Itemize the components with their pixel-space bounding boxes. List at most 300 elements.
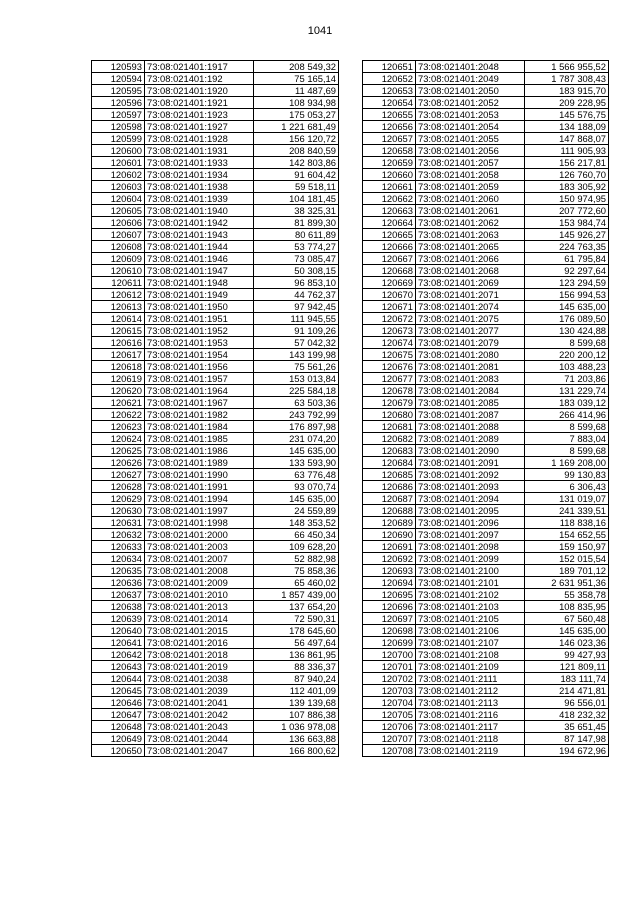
value-cell: 57 042,32 <box>254 337 339 349</box>
row-number-cell: 120669 <box>363 277 416 289</box>
cadastral-number-cell: 73:08:021401:1982 <box>145 409 254 421</box>
table-row <box>92 73 339 85</box>
cadastral-number-cell: 73:08:021401:2054 <box>416 121 525 133</box>
value-cell: 65 460,02 <box>254 577 339 589</box>
row-number-cell: 120647 <box>92 709 145 721</box>
table-row <box>92 373 339 385</box>
table-row <box>363 157 609 169</box>
right-table <box>362 60 609 757</box>
table-row <box>92 313 339 325</box>
value-cell: 103 488,23 <box>525 361 609 373</box>
row-number-cell: 120706 <box>363 721 416 733</box>
value-cell: 2 631 951,36 <box>525 577 609 589</box>
table-row <box>92 469 339 481</box>
row-number-cell: 120599 <box>92 133 145 145</box>
row-number-cell: 120630 <box>92 505 145 517</box>
row-number-cell: 120661 <box>363 181 416 193</box>
table-row <box>363 337 609 349</box>
row-number-cell: 120665 <box>363 229 416 241</box>
row-number-cell: 120655 <box>363 109 416 121</box>
cadastral-number-cell: 73:08:021401:1940 <box>145 205 254 217</box>
value-cell: 104 181,45 <box>254 193 339 205</box>
cadastral-number-cell: 73:08:021401:2038 <box>145 673 254 685</box>
value-cell: 176 089,50 <box>525 313 609 325</box>
row-number-cell: 120600 <box>92 145 145 157</box>
value-cell: 91 109,26 <box>254 325 339 337</box>
cadastral-number-cell: 73:08:021401:2050 <box>416 85 525 97</box>
row-number-cell: 120598 <box>92 121 145 133</box>
cadastral-number-cell: 73:08:021401:2069 <box>416 277 525 289</box>
table-row <box>363 97 609 109</box>
value-cell: 145 635,00 <box>254 493 339 505</box>
table-row <box>92 661 339 673</box>
cadastral-number-cell: 73:08:021401:1954 <box>145 349 254 361</box>
value-cell: 99 427,93 <box>525 649 609 661</box>
table-row <box>363 397 609 409</box>
row-number-cell: 120624 <box>92 433 145 445</box>
row-number-cell: 120662 <box>363 193 416 205</box>
table-row <box>363 277 609 289</box>
table-row <box>92 157 339 169</box>
table-row <box>92 145 339 157</box>
table-row <box>92 613 339 625</box>
cadastral-number-cell: 73:08:021401:2061 <box>416 205 525 217</box>
value-cell: 131 229,74 <box>525 385 609 397</box>
value-cell: 96 556,01 <box>525 697 609 709</box>
cadastral-number-cell: 73:08:021401:1938 <box>145 181 254 193</box>
cadastral-number-cell: 73:08:021401:2047 <box>145 745 254 757</box>
row-number-cell: 120694 <box>363 577 416 589</box>
cadastral-number-cell: 73:08:021401:1928 <box>145 133 254 145</box>
table-row <box>363 217 609 229</box>
table-row <box>92 733 339 745</box>
cadastral-number-cell: 73:08:021401:2016 <box>145 637 254 649</box>
right-table-body <box>363 61 609 757</box>
cadastral-number-cell: 73:08:021401:2103 <box>416 601 525 613</box>
value-cell: 220 200,12 <box>525 349 609 361</box>
table-row <box>92 493 339 505</box>
cadastral-number-cell: 73:08:021401:2053 <box>416 109 525 121</box>
cadastral-number-cell: 73:08:021401:2099 <box>416 553 525 565</box>
table-row <box>363 733 609 745</box>
value-cell: 38 325,31 <box>254 205 339 217</box>
table-row <box>92 301 339 313</box>
value-cell: 35 651,45 <box>525 721 609 733</box>
cadastral-number-cell: 73:08:021401:1957 <box>145 373 254 385</box>
table-row <box>92 133 339 145</box>
cadastral-number-cell: 73:08:021401:1990 <box>145 469 254 481</box>
row-number-cell: 120640 <box>92 625 145 637</box>
cadastral-number-cell: 73:08:021401:2007 <box>145 553 254 565</box>
value-cell: 131 019,07 <box>525 493 609 505</box>
cadastral-number-cell: 73:08:021401:2058 <box>416 169 525 181</box>
value-cell: 176 897,98 <box>254 421 339 433</box>
value-cell: 1 787 308,43 <box>525 73 609 85</box>
cadastral-number-cell: 73:08:021401:2083 <box>416 373 525 385</box>
table-row <box>363 505 609 517</box>
value-cell: 153 984,74 <box>525 217 609 229</box>
cadastral-number-cell: 73:08:021401:2084 <box>416 385 525 397</box>
cadastral-number-cell: 73:08:021401:1989 <box>145 457 254 469</box>
table-row <box>92 217 339 229</box>
table-row <box>92 577 339 589</box>
table-row <box>363 409 609 421</box>
value-cell: 71 203,86 <box>525 373 609 385</box>
row-number-cell: 120672 <box>363 313 416 325</box>
table-row <box>92 337 339 349</box>
table-row <box>92 421 339 433</box>
table-row <box>92 361 339 373</box>
value-cell: 243 792,99 <box>254 409 339 421</box>
table-row <box>92 433 339 445</box>
row-number-cell: 120660 <box>363 169 416 181</box>
table-row <box>92 265 339 277</box>
value-cell: 50 308,15 <box>254 265 339 277</box>
cadastral-number-cell: 73:08:021401:1984 <box>145 421 254 433</box>
table-row <box>92 181 339 193</box>
table-row <box>92 517 339 529</box>
cadastral-number-cell: 73:08:021401:1934 <box>145 169 254 181</box>
row-number-cell: 120604 <box>92 193 145 205</box>
cadastral-number-cell: 73:08:021401:2111 <box>416 673 525 685</box>
table-row <box>363 673 609 685</box>
row-number-cell: 120651 <box>363 61 416 73</box>
value-cell: 147 868,07 <box>525 133 609 145</box>
table-row <box>92 685 339 697</box>
cadastral-number-cell: 73:08:021401:1953 <box>145 337 254 349</box>
cadastral-number-cell: 73:08:021401:2088 <box>416 421 525 433</box>
cadastral-number-cell: 73:08:021401:2003 <box>145 541 254 553</box>
row-number-cell: 120637 <box>92 589 145 601</box>
cadastral-number-cell: 73:08:021401:2116 <box>416 709 525 721</box>
value-cell: 183 915,70 <box>525 85 609 97</box>
row-number-cell: 120616 <box>92 337 145 349</box>
value-cell: 153 013,84 <box>254 373 339 385</box>
table-row <box>363 181 609 193</box>
cadastral-number-cell: 73:08:021401:2044 <box>145 733 254 745</box>
row-number-cell: 120687 <box>363 493 416 505</box>
cadastral-number-cell: 73:08:021401:1951 <box>145 313 254 325</box>
cadastral-number-cell: 73:08:021401:1998 <box>145 517 254 529</box>
row-number-cell: 120636 <box>92 577 145 589</box>
value-cell: 154 652,55 <box>525 529 609 541</box>
cadastral-number-cell: 73:08:021401:2052 <box>416 97 525 109</box>
row-number-cell: 120617 <box>92 349 145 361</box>
value-cell: 111 945,55 <box>254 313 339 325</box>
table-row <box>363 577 609 589</box>
cadastral-number-cell: 73:08:021401:1942 <box>145 217 254 229</box>
row-number-cell: 120656 <box>363 121 416 133</box>
cadastral-number-cell: 73:08:021401:2112 <box>416 685 525 697</box>
row-number-cell: 120614 <box>92 313 145 325</box>
row-number-cell: 120698 <box>363 625 416 637</box>
cadastral-number-cell: 73:08:021401:2101 <box>416 577 525 589</box>
value-cell: 91 604,42 <box>254 169 339 181</box>
row-number-cell: 120704 <box>363 697 416 709</box>
cadastral-number-cell: 73:08:021401:2105 <box>416 613 525 625</box>
cadastral-number-cell: 73:08:021401:1956 <box>145 361 254 373</box>
cadastral-number-cell: 73:08:021401:2065 <box>416 241 525 253</box>
cadastral-number-cell: 73:08:021401:2113 <box>416 697 525 709</box>
table-row <box>92 481 339 493</box>
value-cell: 133 593,90 <box>254 457 339 469</box>
row-number-cell: 120632 <box>92 529 145 541</box>
row-number-cell: 120610 <box>92 265 145 277</box>
value-cell: 208 549,32 <box>254 61 339 73</box>
row-number-cell: 120615 <box>92 325 145 337</box>
row-number-cell: 120593 <box>92 61 145 73</box>
value-cell: 148 353,52 <box>254 517 339 529</box>
table-row <box>363 529 609 541</box>
value-cell: 44 762,37 <box>254 289 339 301</box>
cadastral-number-cell: 73:08:021401:1927 <box>145 121 254 133</box>
table-row <box>92 325 339 337</box>
value-cell: 146 023,36 <box>525 637 609 649</box>
value-cell: 183 305,92 <box>525 181 609 193</box>
table-row <box>363 661 609 673</box>
row-number-cell: 120646 <box>92 697 145 709</box>
row-number-cell: 120639 <box>92 613 145 625</box>
value-cell: 75 858,36 <box>254 565 339 577</box>
row-number-cell: 120671 <box>363 301 416 313</box>
cadastral-number-cell: 73:08:021401:2091 <box>416 457 525 469</box>
row-number-cell: 120605 <box>92 205 145 217</box>
value-cell: 87 940,24 <box>254 673 339 685</box>
table-row <box>363 85 609 97</box>
table-row <box>363 493 609 505</box>
left-table-body <box>92 61 339 757</box>
table-row <box>92 589 339 601</box>
row-number-cell: 120690 <box>363 529 416 541</box>
row-number-cell: 120695 <box>363 589 416 601</box>
cadastral-number-cell: 73:08:021401:1944 <box>145 241 254 253</box>
table-row <box>363 313 609 325</box>
cadastral-number-cell: 73:08:021401:1994 <box>145 493 254 505</box>
row-number-cell: 120700 <box>363 649 416 661</box>
table-row <box>363 205 609 217</box>
cadastral-number-cell: 73:08:021401:2096 <box>416 517 525 529</box>
row-number-cell: 120625 <box>92 445 145 457</box>
table-row <box>92 97 339 109</box>
value-cell: 418 232,32 <box>525 709 609 721</box>
cadastral-number-cell: 73:08:021401:2100 <box>416 565 525 577</box>
left-table <box>91 60 339 757</box>
table-row <box>363 745 609 757</box>
row-number-cell: 120681 <box>363 421 416 433</box>
row-number-cell: 120707 <box>363 733 416 745</box>
cadastral-number-cell: 73:08:021401:2089 <box>416 433 525 445</box>
table-row <box>92 85 339 97</box>
value-cell: 72 590,31 <box>254 613 339 625</box>
row-number-cell: 120602 <box>92 169 145 181</box>
table-row <box>92 541 339 553</box>
value-cell: 123 294,59 <box>525 277 609 289</box>
value-cell: 209 228,95 <box>525 97 609 109</box>
table-row <box>363 169 609 181</box>
cadastral-number-cell: 73:08:021401:2063 <box>416 229 525 241</box>
row-number-cell: 120652 <box>363 73 416 85</box>
row-number-cell: 120607 <box>92 229 145 241</box>
value-cell: 130 424,88 <box>525 325 609 337</box>
table-row <box>363 637 609 649</box>
cadastral-number-cell: 73:08:021401:2049 <box>416 73 525 85</box>
row-number-cell: 120692 <box>363 553 416 565</box>
cadastral-number-cell: 73:08:021401:2013 <box>145 601 254 613</box>
row-number-cell: 120674 <box>363 337 416 349</box>
cadastral-number-cell: 73:08:021401:2074 <box>416 301 525 313</box>
table-row <box>363 373 609 385</box>
cadastral-number-cell: 73:08:021401:1964 <box>145 385 254 397</box>
table-row <box>363 325 609 337</box>
table-row <box>363 145 609 157</box>
value-cell: 231 074,20 <box>254 433 339 445</box>
cadastral-number-cell: 73:08:021401:2102 <box>416 589 525 601</box>
cadastral-number-cell: 73:08:021401:2071 <box>416 289 525 301</box>
value-cell: 81 899,30 <box>254 217 339 229</box>
row-number-cell: 120684 <box>363 457 416 469</box>
cadastral-number-cell: 73:08:021401:2079 <box>416 337 525 349</box>
table-row <box>363 709 609 721</box>
row-number-cell: 120619 <box>92 373 145 385</box>
row-number-cell: 120658 <box>363 145 416 157</box>
row-number-cell: 120620 <box>92 385 145 397</box>
value-cell: 145 635,00 <box>525 301 609 313</box>
table-row <box>363 301 609 313</box>
value-cell: 109 628,20 <box>254 541 339 553</box>
value-cell: 143 199,98 <box>254 349 339 361</box>
value-cell: 1 857 439,00 <box>254 589 339 601</box>
value-cell: 111 905,93 <box>525 145 609 157</box>
table-row <box>363 61 609 73</box>
row-number-cell: 120657 <box>363 133 416 145</box>
table-row <box>92 721 339 733</box>
cadastral-number-cell: 73:08:021401:2117 <box>416 721 525 733</box>
value-cell: 214 471,81 <box>525 685 609 697</box>
table-row <box>92 289 339 301</box>
cadastral-number-cell: 73:08:021401:2077 <box>416 325 525 337</box>
value-cell: 8 599,68 <box>525 421 609 433</box>
row-number-cell: 120696 <box>363 601 416 613</box>
value-cell: 208 840,59 <box>254 145 339 157</box>
row-number-cell: 120638 <box>92 601 145 613</box>
row-number-cell: 120628 <box>92 481 145 493</box>
value-cell: 241 339,51 <box>525 505 609 517</box>
cadastral-number-cell: 73:08:021401:1943 <box>145 229 254 241</box>
table-row <box>92 253 339 265</box>
row-number-cell: 120668 <box>363 265 416 277</box>
table-row <box>92 205 339 217</box>
value-cell: 108 934,98 <box>254 97 339 109</box>
table-row <box>363 613 609 625</box>
row-number-cell: 120708 <box>363 745 416 757</box>
table-row <box>92 193 339 205</box>
value-cell: 1 221 681,49 <box>254 121 339 133</box>
table-row <box>92 445 339 457</box>
table-row <box>363 133 609 145</box>
table-row <box>363 193 609 205</box>
cadastral-number-cell: 73:08:021401:2108 <box>416 649 525 661</box>
table-row <box>92 673 339 685</box>
row-number-cell: 120693 <box>363 565 416 577</box>
value-cell: 150 974,95 <box>525 193 609 205</box>
row-number-cell: 120683 <box>363 445 416 457</box>
cadastral-number-cell: 73:08:021401:2106 <box>416 625 525 637</box>
row-number-cell: 120631 <box>92 517 145 529</box>
cadastral-number-cell: 73:08:021401:1931 <box>145 145 254 157</box>
row-number-cell: 120608 <box>92 241 145 253</box>
row-number-cell: 120634 <box>92 553 145 565</box>
row-number-cell: 120691 <box>363 541 416 553</box>
value-cell: 88 336,37 <box>254 661 339 673</box>
row-number-cell: 120654 <box>363 97 416 109</box>
value-cell: 59 518,11 <box>254 181 339 193</box>
table-row <box>92 529 339 541</box>
value-cell: 11 487,69 <box>254 85 339 97</box>
row-number-cell: 120653 <box>363 85 416 97</box>
row-number-cell: 120666 <box>363 241 416 253</box>
value-cell: 121 809,11 <box>525 661 609 673</box>
row-number-cell: 120699 <box>363 637 416 649</box>
cadastral-number-cell: 73:08:021401:1933 <box>145 157 254 169</box>
value-cell: 145 576,75 <box>525 109 609 121</box>
table-row <box>92 709 339 721</box>
row-number-cell: 120623 <box>92 421 145 433</box>
cadastral-number-cell: 73:08:021401:2041 <box>145 697 254 709</box>
value-cell: 63 776,48 <box>254 469 339 481</box>
cadastral-number-cell: 73:08:021401:1921 <box>145 97 254 109</box>
table-row <box>363 421 609 433</box>
row-number-cell: 120677 <box>363 373 416 385</box>
row-number-cell: 120650 <box>92 745 145 757</box>
value-cell: 194 672,96 <box>525 745 609 757</box>
value-cell: 166 800,62 <box>254 745 339 757</box>
table-row <box>92 169 339 181</box>
cadastral-number-cell: 73:08:021401:2059 <box>416 181 525 193</box>
row-number-cell: 120703 <box>363 685 416 697</box>
cadastral-number-cell: 73:08:021401:2081 <box>416 361 525 373</box>
value-cell: 136 861,95 <box>254 649 339 661</box>
row-number-cell: 120670 <box>363 289 416 301</box>
cadastral-number-cell: 73:08:021401:1923 <box>145 109 254 121</box>
row-number-cell: 120676 <box>363 361 416 373</box>
value-cell: 156 120,72 <box>254 133 339 145</box>
row-number-cell: 120643 <box>92 661 145 673</box>
value-cell: 159 150,97 <box>525 541 609 553</box>
row-number-cell: 120618 <box>92 361 145 373</box>
value-cell: 63 503,36 <box>254 397 339 409</box>
cadastral-number-cell: 73:08:021401:2010 <box>145 589 254 601</box>
table-row <box>92 385 339 397</box>
row-number-cell: 120697 <box>363 613 416 625</box>
row-number-cell: 120633 <box>92 541 145 553</box>
cadastral-number-cell: 73:08:021401:1949 <box>145 289 254 301</box>
cadastral-number-cell: 73:08:021401:2090 <box>416 445 525 457</box>
value-cell: 156 217,81 <box>525 157 609 169</box>
cadastral-number-cell: 73:08:021401:2068 <box>416 265 525 277</box>
cadastral-number-cell: 73:08:021401:1920 <box>145 85 254 97</box>
row-number-cell: 120688 <box>363 505 416 517</box>
row-number-cell: 120613 <box>92 301 145 313</box>
row-number-cell: 120622 <box>92 409 145 421</box>
table-row <box>363 385 609 397</box>
cadastral-number-cell: 73:08:021401:1950 <box>145 301 254 313</box>
row-number-cell: 120629 <box>92 493 145 505</box>
cadastral-number-cell: 73:08:021401:1952 <box>145 325 254 337</box>
value-cell: 73 085,47 <box>254 253 339 265</box>
table-row <box>92 505 339 517</box>
value-cell: 66 450,34 <box>254 529 339 541</box>
row-number-cell: 120597 <box>92 109 145 121</box>
